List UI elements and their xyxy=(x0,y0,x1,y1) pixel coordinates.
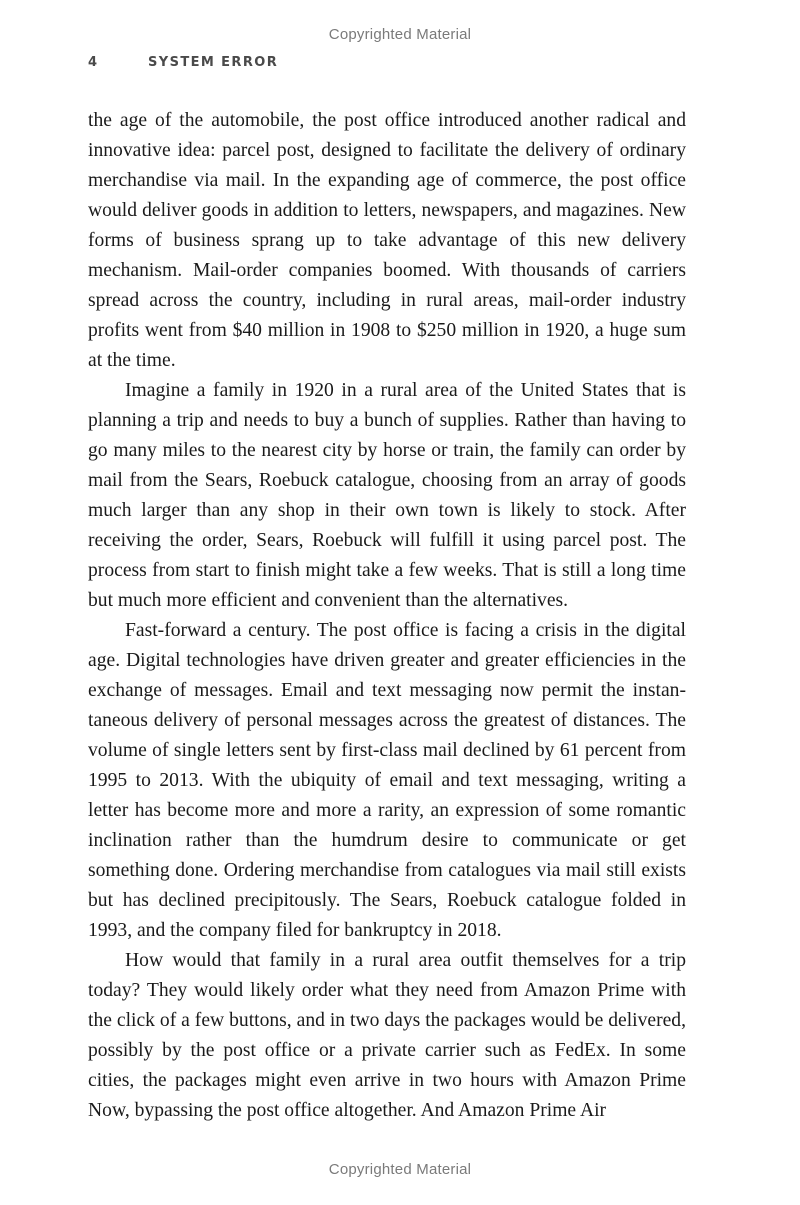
paragraph: Imagine a family in 1920 in a rural area of the United States that is planning a trip and needs to buy a bunch of supplies. Rather than having to go many miles to the nearest city by horse or train, the family can order by mail from the Sears, Roebuck catalogue, choosing from an array of goods much larger than any shop in their own town is likely to stock. After receiving the order, Sears, Roebuck will fulfill it using parcel post. The process from start to finish might take a few weeks. That is still a long time but much more efficient and convenient than the alternatives. xyxy=(88,380,686,611)
copyright-watermark-bottom: Copyrighted Material xyxy=(328,1161,472,1178)
copyright-watermark-top: Copyrighted Material xyxy=(328,26,472,43)
body-text xyxy=(88,106,686,1126)
running-head xyxy=(88,55,278,70)
page-number: 4 xyxy=(88,55,99,70)
paragraph: How would that family in a rural area outfit themselves for a trip today? They would likely order what they need from Amazon Prime with the click of a few buttons, and in two days the packages would be delivered, possibly by the post office or a private carrier such as FedEx. In some cities, the packages might even arrive in two hours with Amazon Prime Now, bypassing the post office altogether. And Amazon Prime Air xyxy=(88,950,686,1121)
paragraph: the age of the automobile, the post office introduced another radical and innovative idea: parcel post, designed to facilitate the delivery of ordinary merchandise via mail. In the expanding age of commerce, the post office would deliver goods in addition to letters, newspapers, and magazines. New forms of business sprang up to take advantage of this new delivery mechanism. Mail-order companies boomed. With thousands of carriers spread across the country, including in rural areas, mail-order industry profits went from $40 million in 1908 to $250 million in 1920, a huge sum at the time. xyxy=(88,110,686,371)
running-head-title: SYSTEM ERROR xyxy=(148,55,279,70)
paragraph: Fast-forward a century. The post office is facing a crisis in the digital age. Digital technologies have driven greater and greater efficiencies in the exchange of messages. Email and text messaging now permit the instantaneous delivery of personal messages across the greatest of distances. The volume of single letters sent by first-class mail declined by 61 percent from 1995 to 2013. With the ubiquity of email and text messaging, writing a letter has become more and more a rarity, an expression of some romantic inclination rather than the humdrum desire to communicate or get something done. Ordering merchandise from catalogues via mail still exists but has declined precipitously. The Sears, Roebuck catalogue folded in 1993, and the company filed for bankruptcy in 2018. xyxy=(88,620,686,941)
